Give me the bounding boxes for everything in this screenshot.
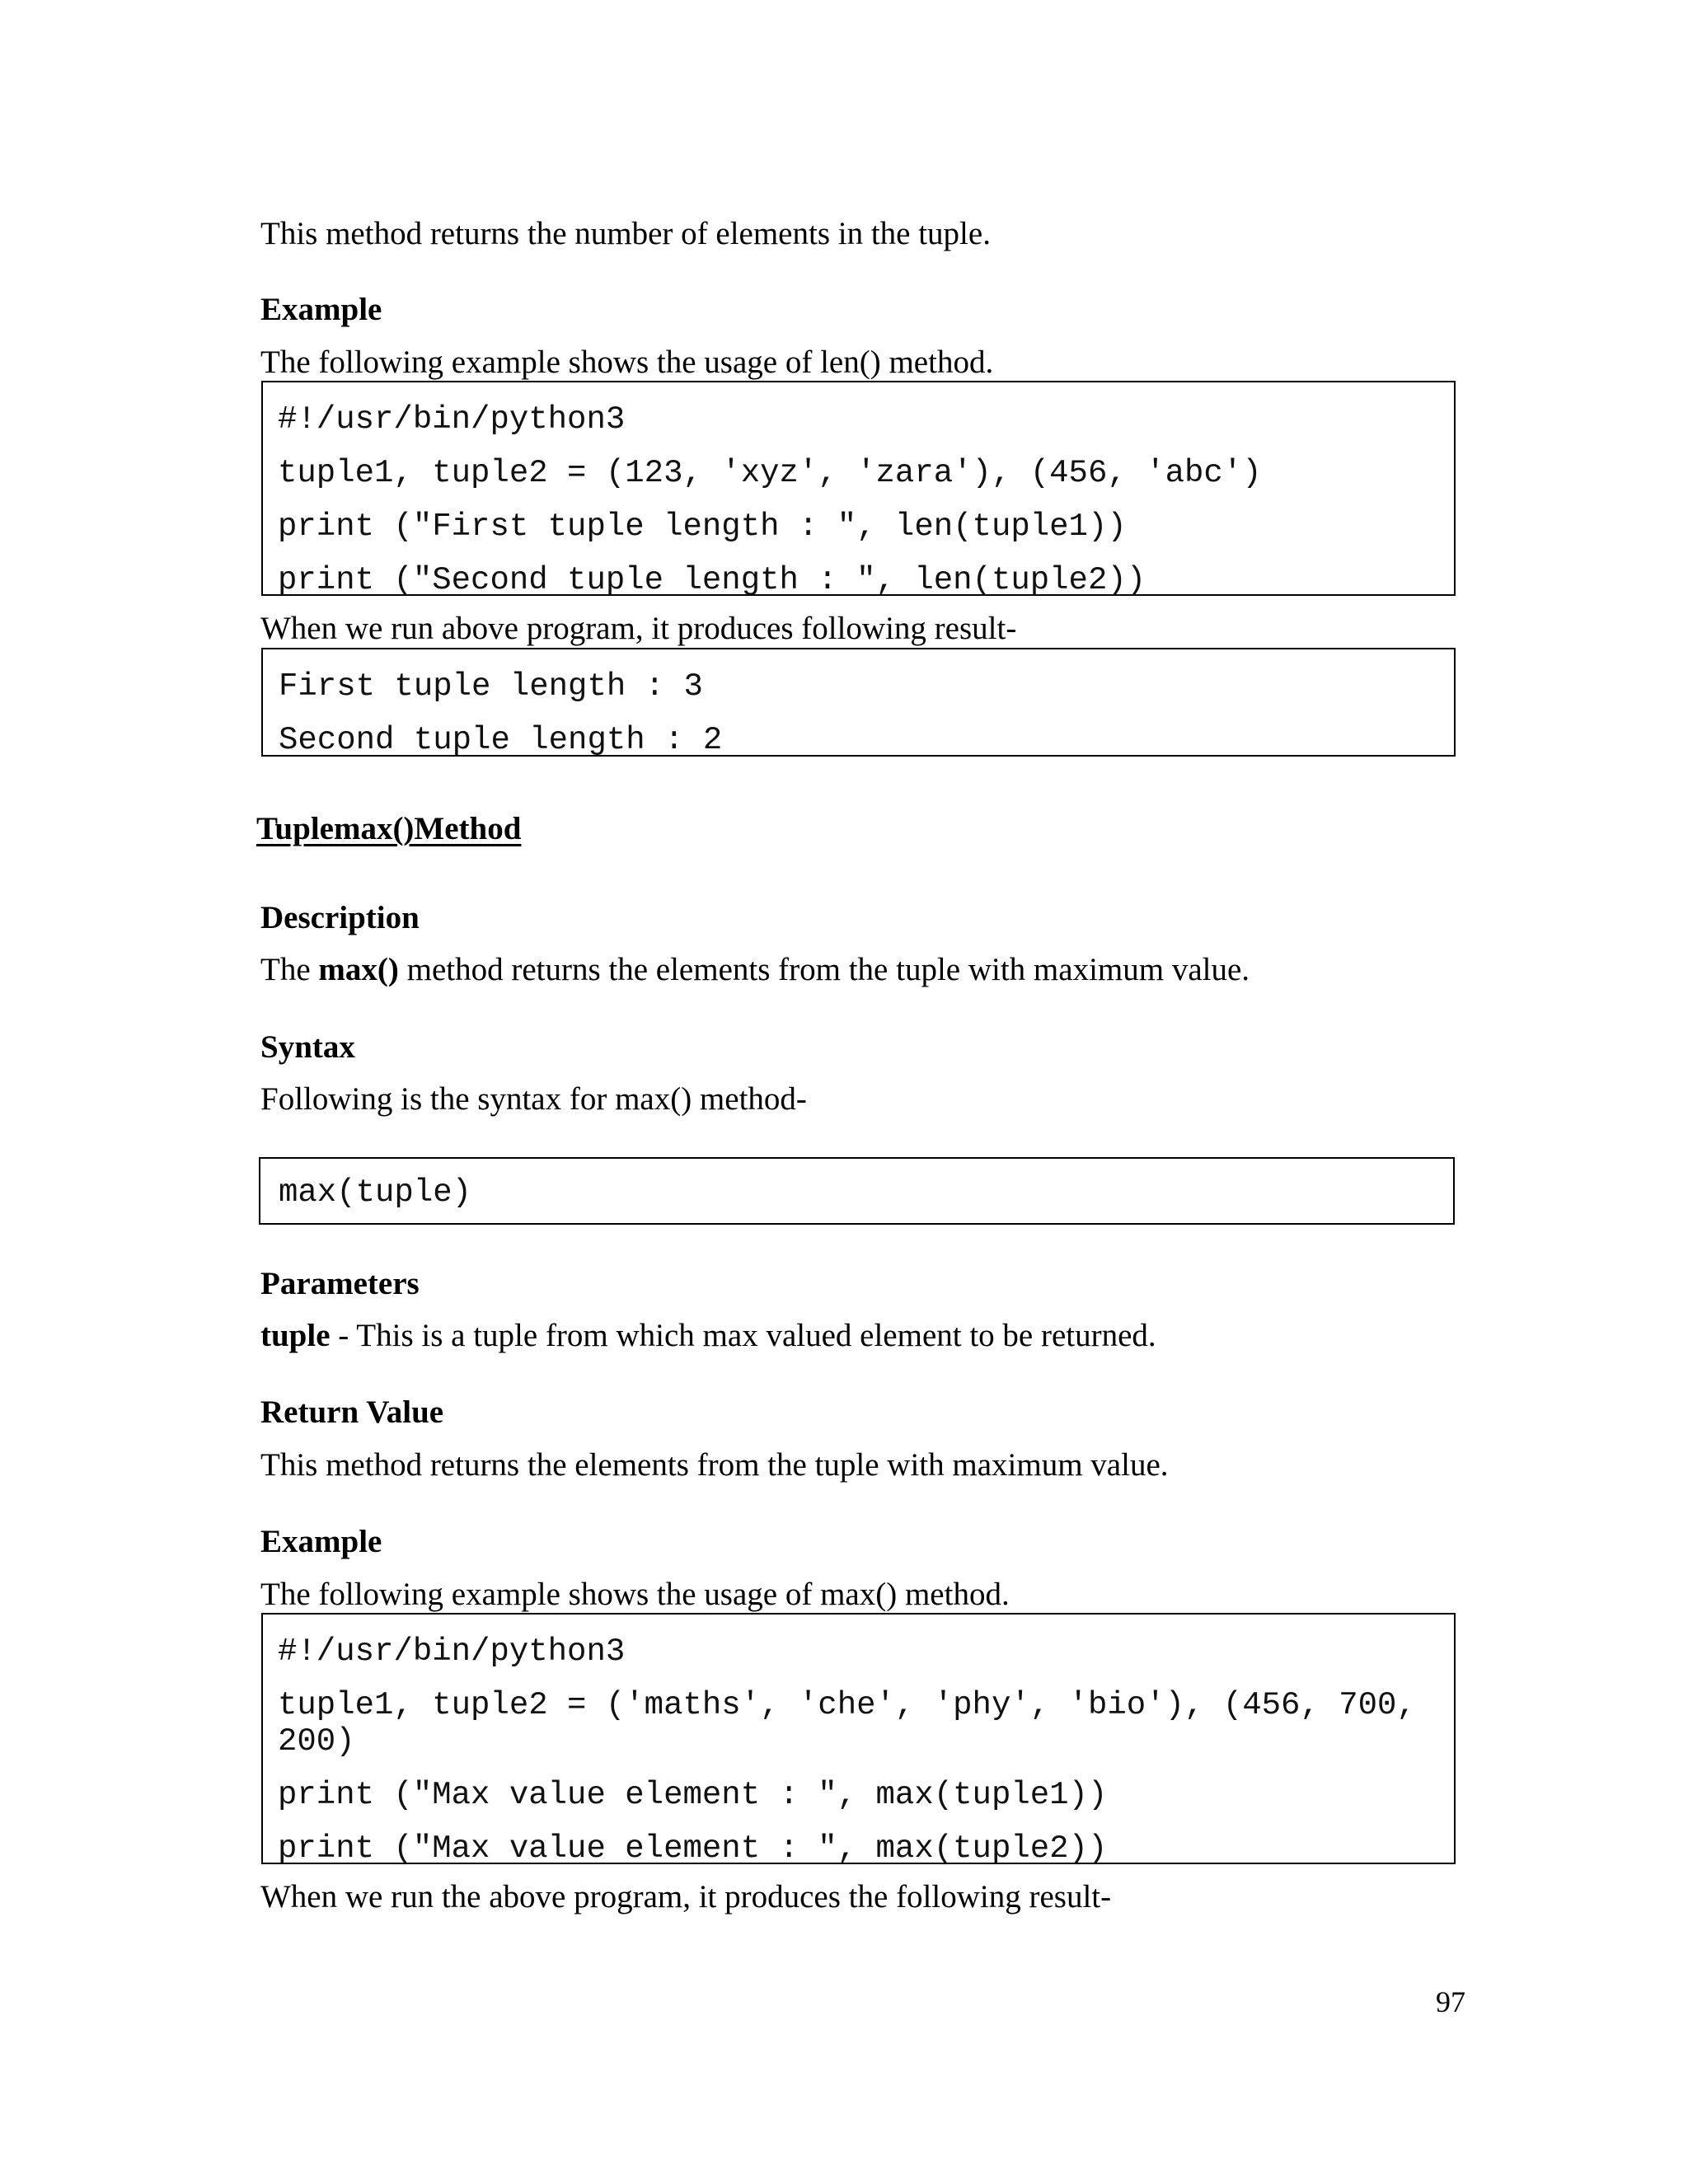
code-line: tuple1, tuple2 = ('maths', 'che', 'phy', 'bio'), (456, 700, <box>278 1687 1416 1723</box>
page-number: 97 <box>1436 1985 1465 2018</box>
parameters-heading: Parameters <box>260 1266 420 1301</box>
code-line: print ("Max value element : ", max(tuple1)) <box>278 1777 1108 1813</box>
return-value-heading: Return Value <box>260 1394 444 1430</box>
len-output-block <box>261 648 1456 757</box>
len-result-intro: When we run above program, it produces following result- <box>260 611 1017 646</box>
description-text: The max() method returns the elements from the tuple with maximum value. <box>260 952 1250 987</box>
parameter-text: tuple - This is a tuple from which max valued element to be returned. <box>260 1318 1156 1353</box>
code-line: print ("Second tuple length : ", len(tuple2)) <box>278 562 1146 598</box>
code-line: #!/usr/bin/python3 <box>278 1633 626 1670</box>
output-line: Second tuple length : 2 <box>279 722 723 758</box>
len-example-intro: The following example shows the usage of len() method. <box>260 344 994 380</box>
return-value-text: This method returns the elements from the tuple with maximum value. <box>260 1447 1169 1483</box>
syntax-code-block <box>259 1157 1455 1225</box>
syntax-heading: Syntax <box>260 1029 355 1065</box>
code-line: tuple1, tuple2 = (123, 'xyz', 'zara'), (456, 'abc') <box>278 455 1262 491</box>
code-line: #!/usr/bin/python3 <box>278 401 626 438</box>
section-title: Tuplemax()Method <box>256 811 522 846</box>
len-example-heading: Example <box>260 292 382 327</box>
output-line: First tuple length : 3 <box>279 668 703 705</box>
len-code-block <box>261 381 1456 596</box>
code-line: print ("First tuple length : ", len(tuple1)) <box>278 509 1127 545</box>
len-return-text: This method returns the number of elements in the tuple. <box>260 216 991 251</box>
code-line: 200) <box>278 1723 355 1760</box>
max-result-intro: When we run the above program, it produces the following result- <box>260 1879 1112 1915</box>
max-example-intro: The following example shows the usage of max() method. <box>260 1577 1010 1612</box>
max-example-heading: Example <box>260 1524 382 1559</box>
description-heading: Description <box>260 900 420 935</box>
code-line: print ("Max value element : ", max(tuple2)) <box>278 1830 1108 1867</box>
syntax-intro: Following is the syntax for max() method- <box>260 1081 807 1117</box>
max-code-block <box>261 1613 1456 1867</box>
syntax-code: max(tuple) <box>279 1174 472 1211</box>
